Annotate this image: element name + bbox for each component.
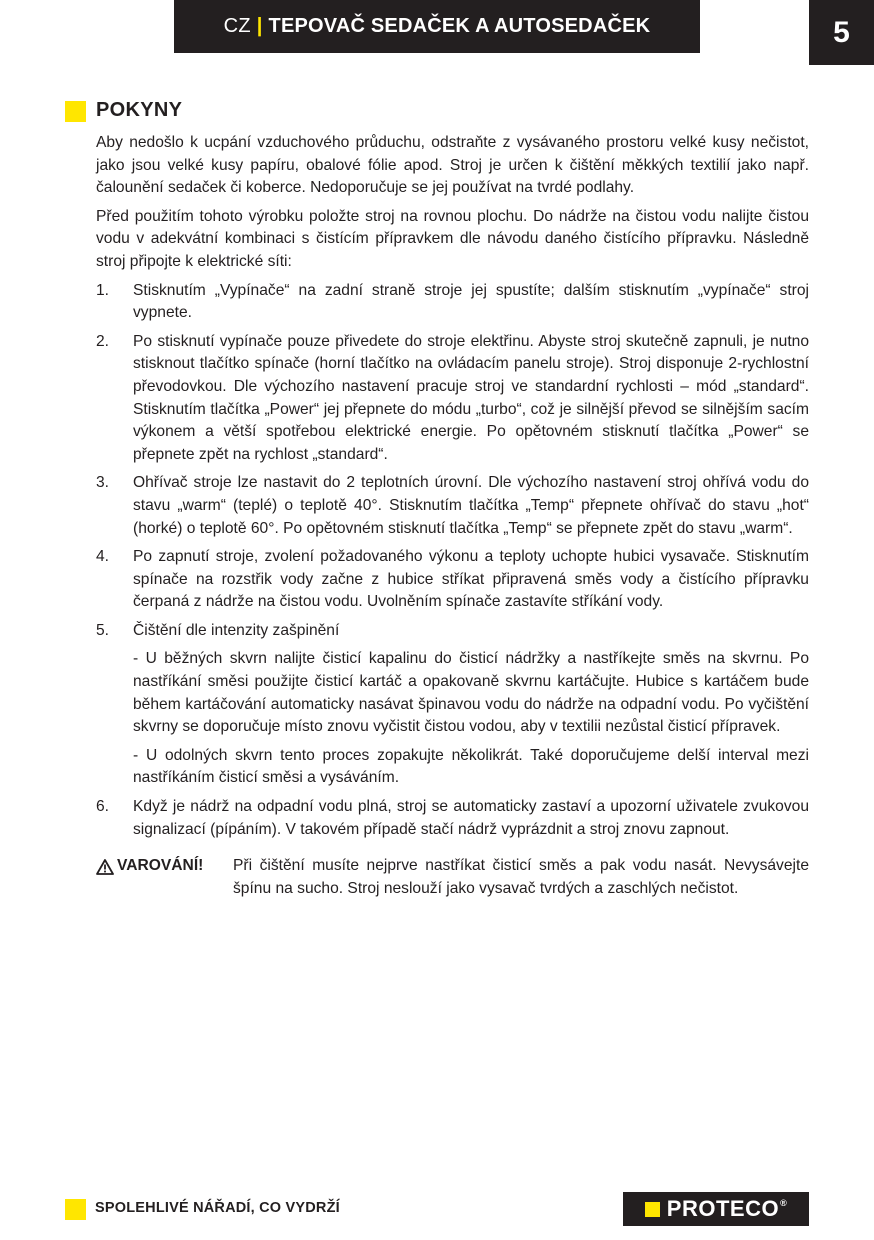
list-item: [96, 472, 809, 540]
list-item-text: Ohřívač stroje lze nastavit do 2 teplotních úrovní. Dle výchozího nastavení stroj ohřívá vodu do stavu „warm“ (teplé) o teplotě 40°. Stisknutím tlačítka „Temp“ přepnete ohřívač do stavu „hot“ (horké) o teplotě 60°. Po opětovném stisknutí tlačítka „Temp“ se přepnete zpět do stavu „warm“.: [133, 474, 809, 537]
list-item-text: Čištění dle intenzity zašpinění: [133, 621, 340, 639]
list-item-text: Po zapnutí stroje, zvolení požadovaného výkonu a teploty uchopte hubici vysavače. Stisknutím spínače na rozstřik vody začne z hubice stříkat připravená směs vody a čistícího přípravku čerpaná z nádrže na čistou vodu. Uvolněním spínače zastavíte stříkání vody.: [133, 548, 809, 611]
warning-label-text: VAROVÁNÍ!: [117, 857, 204, 875]
footer-slogan: SPOLEHLIVÉ NÁŘADÍ, CO VYDRŽÍ: [95, 1200, 340, 1216]
header-bar: [174, 0, 700, 53]
list-item-text: Po stisknutí vypínače pouze přivedete do stroje elektřinu. Abyste stroj skutečně zapnuli, je nutno stisknout tlačítko spínače (horní tlačítko na ovládacím panelu stroje). Stroj disponuje 2-rychlostní převodovkou. Dle výchozího nastavení pracuje stroj ve standardní rychlosti – mód „standard“. Stisknutím tlačítka „Power“ jej přepnete do módu „turbo“, což je silnější převod se silnějším sacím výkonem a větší spotřebou elektrické energie. Po opětovném stisknutí tlačítka „Power“ se přepnete zpět na rychlost „standard“.: [133, 332, 809, 463]
list-item: [96, 620, 809, 790]
list-item: [96, 546, 809, 614]
section-marker: [65, 101, 86, 122]
list-item: [96, 796, 809, 841]
header-title: TEPOVAČ SEDAČEK A AUTOSEDAČEK: [268, 15, 651, 37]
warning-block: [96, 855, 809, 900]
list-item-number: 5.: [96, 621, 110, 639]
list-item-number: 3.: [96, 474, 110, 492]
sub-paragraph: - U odolných skvrn tento proces zopakujte několikrát. Také doporučujeme delší interval mezi nastříkáním čisticí směsi a vysáváním.: [133, 746, 809, 787]
page-number: 5: [809, 0, 874, 65]
list-item-text: Stisknutím „Vypínače“ na zadní straně stroje jej spustíte; dalším stisknutím „vypínače“ stroj vypnete.: [133, 281, 809, 322]
warning-label: [96, 855, 233, 900]
header-lang: CZ: [223, 15, 251, 37]
sub-paragraph: - U běžných skvrn nalijte čisticí kapalinu do čisticí nádržky a nastříkejte směs na skvrnu. Po nastříkání směsi použijte čisticí kartáč a opakovaně skvrnu kartáčujte. Hubice s kartáčem bude během kartáčování automaticky nasávat špinavou vodu do nádrže na odpadní vodu. Po vyčištění skvrny se doporučuje místo znovu vyčistit čistou vodou, aby v textilii nezůstal čisticí přípravek.: [133, 650, 809, 736]
brand-registered-mark: ®: [780, 1198, 788, 1208]
brand-name: PROTECO: [666, 1196, 780, 1221]
list-item-number: 4.: [96, 548, 110, 566]
list-item-number: 2.: [96, 332, 110, 350]
list-item: [96, 280, 809, 325]
warning-text: Při čištění musíte nejprve nastříkat čisticí směs a pak vodu nasát. Nevysávejte špínu na sucho. Stroj neslouží jako vysavač tvrdých a zaschlých nečistot.: [233, 857, 809, 897]
list-item-number: 1.: [96, 281, 110, 299]
list-item-text: Když je nádrž na odpadní vodu plná, stroj se automaticky zastaví a upozorní uživatele zvukovou signalizací (pípáním). V takovém případě stačí nádrž vyprázdnit a stroj znovu zapnout.: [133, 798, 809, 838]
section-title: POKYNY: [96, 99, 183, 121]
footer-marker: [65, 1199, 86, 1220]
brand-square-icon: [645, 1202, 660, 1217]
list-item: [96, 331, 809, 467]
list-item-body: [133, 620, 809, 790]
brand-logo: [623, 1192, 809, 1226]
header-separator: |: [256, 15, 263, 37]
intro-paragraph: Aby nedošlo k ucpání vzduchového průduchu, odstraňte z vysávaného prostoru velké kusy nečistot, jako jsou velké kusy papíru, obalové fólie apod. Stroj je určen k čištění měkkých textilií jako např. čalounění sedaček či koberce. Nedoporučuje se jej používat na tvrdé podlahy.: [96, 134, 809, 197]
list-item-number: 6.: [96, 798, 110, 816]
intro-paragraph: Před použitím tohoto výrobku položte stroj na rovnou plochu. Do nádrže na čistou vodu nalijte čistou vodu v adekvátní kombinaci s čistícím přípravkem dle návodu daného čistícího přípravku. Následně stroj připojte k elektrické síti:: [96, 207, 809, 270]
content: [96, 132, 809, 900]
steps-list: [96, 280, 809, 842]
warning-triangle-icon: [96, 859, 114, 875]
